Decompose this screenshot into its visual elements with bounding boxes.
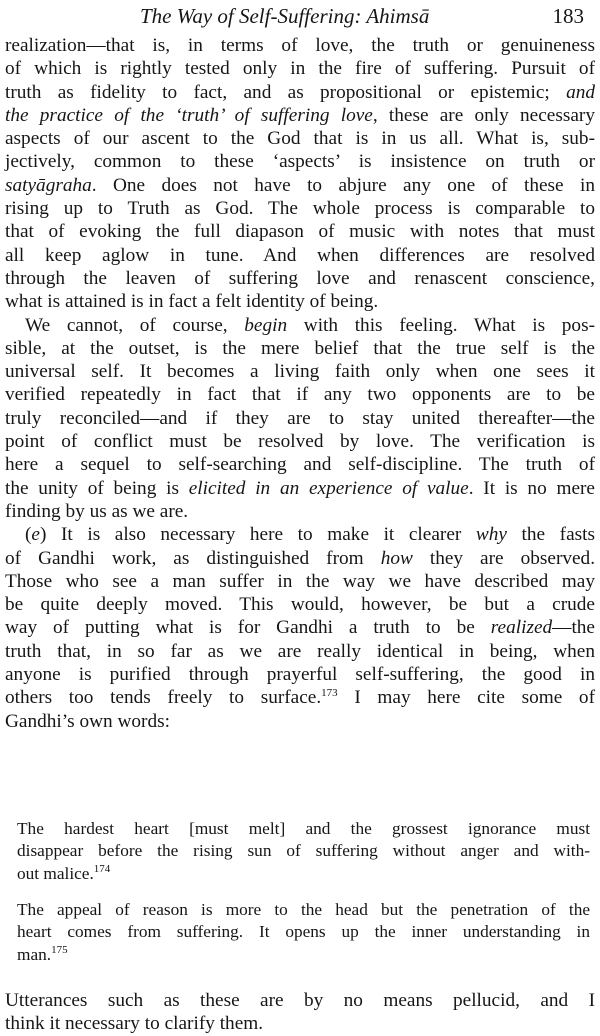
text-line: satyāgraha. One does not have to abjure any one of these in xyxy=(5,174,595,196)
emphasis: elicited in an experience of value xyxy=(188,477,469,499)
text-line: the practice of the ‘truth’ of suffering love, these are only necessary xyxy=(5,104,595,126)
quote-line: The appeal of reason is more to the head but the penetration of the xyxy=(17,900,590,919)
text-line: think it necessary to clarify them. xyxy=(5,1013,264,1035)
paragraph-3 xyxy=(5,523,595,733)
emphasis: and xyxy=(566,81,595,103)
paragraph-2 xyxy=(5,314,595,524)
emphasis: e xyxy=(31,524,40,546)
running-head xyxy=(0,2,600,32)
text-line: Utterances such as these are by no means pellucid, and I xyxy=(5,990,595,1011)
text-line: through the leaven of suffering love and renascent conscience, xyxy=(5,267,595,289)
page-number: 183 xyxy=(552,4,584,28)
text-line: all keep aglow in tune. And when differences are resolved xyxy=(5,244,595,266)
text-line: Gandhi’s own words: xyxy=(5,710,170,732)
text-line: aspects of our ascent to the God that is in us all. What is, sub- xyxy=(5,128,595,150)
paragraph-1 xyxy=(5,34,595,314)
emphasis: satyāgraha xyxy=(5,174,92,196)
text-line: We cannot, of course, begin with this feeling. What is pos- xyxy=(25,314,595,336)
footnote-ref[interactable]: 173 xyxy=(321,687,338,700)
emphasis: the practice of the ‘truth’ of suffering love xyxy=(5,104,373,126)
text-line: here a sequel to self-searching and self-discipline. The truth of xyxy=(5,454,595,476)
emphasis: how xyxy=(380,547,413,569)
text-line: others too tends freely to surface.$^{173}$ I may here cite some of xyxy=(5,687,595,709)
footnote-ref[interactable]: 175 xyxy=(51,943,68,956)
quote-line: man.$^{175}$ xyxy=(17,943,68,964)
text-line: realization—that is, in terms of love, the truth or genuineness xyxy=(5,35,595,56)
text-line: (e) It is also necessary here to make it clearer why the fasts xyxy=(25,524,595,546)
text-line: jectively, common to these ‘aspects’ is insistence on truth or xyxy=(5,151,595,173)
text-line: what is attained is in fact a felt identity of being. xyxy=(5,291,379,313)
text-line: finding by us as we are. xyxy=(5,500,189,522)
text-line: truth that, in so far as we are really identical in being, when xyxy=(5,640,595,662)
emphasis: begin xyxy=(244,314,288,336)
emphasis: realized xyxy=(490,617,553,639)
text-line: of which is rightly tested only in the fire of suffering. Pursuit of xyxy=(5,58,595,80)
block-quote xyxy=(17,899,590,966)
text-line: verified repeatedly in fact that if any two opponents are to be xyxy=(5,384,595,406)
text-line: universal self. It becomes a living faith only when one sees it xyxy=(5,361,595,383)
text-line: that of evoking the full diapason of music with notes that must xyxy=(5,221,595,243)
text-line: be quite deeply moved. This would, however, be but a crude xyxy=(5,594,595,616)
closing-paragraph xyxy=(5,989,595,1036)
text-line: sible, at the outset, is the mere belief that the true self is the xyxy=(5,337,595,359)
text-line: truth as fidelity to fact, and as propositional or epistemic; and xyxy=(5,81,595,103)
text-line: anyone is purified through prayerful self-suffering, the good in xyxy=(5,664,595,686)
quote-line: out malice.$^{174}$ xyxy=(17,862,111,883)
footnote-ref[interactable]: 174 xyxy=(93,862,111,875)
quote-line: disappear before the rising sun of suffering without anger and with- xyxy=(17,841,590,861)
text-line: of Gandhi work, as distinguished from how they are observed. xyxy=(5,547,596,569)
running-title: The Way of Self-Suffering: Ahimsā xyxy=(140,4,430,28)
text-line: Those who see a man suffer in the way we have described may xyxy=(5,570,595,592)
emphasis: why xyxy=(475,524,507,546)
body-text xyxy=(5,34,595,733)
text-line: way of putting what is for Gandhi a truth to be realized—the xyxy=(5,617,595,639)
quote-line: The hardest heart [must melt] and the grossest ignorance must xyxy=(17,819,590,838)
text-line: rising up to Truth as God. The whole process is comparable to xyxy=(5,198,595,220)
quote-line: heart comes from suffering. It opens up the inner understanding in xyxy=(17,922,590,942)
text-line: the unity of being is elicited in an experience of value. It is no mere xyxy=(5,477,595,499)
block-quote xyxy=(17,818,590,885)
text-line: truly reconciled—and if they are to stay united thereafter—the xyxy=(5,407,595,429)
text-line: point of conflict must be resolved by love. The verification is xyxy=(5,431,595,453)
